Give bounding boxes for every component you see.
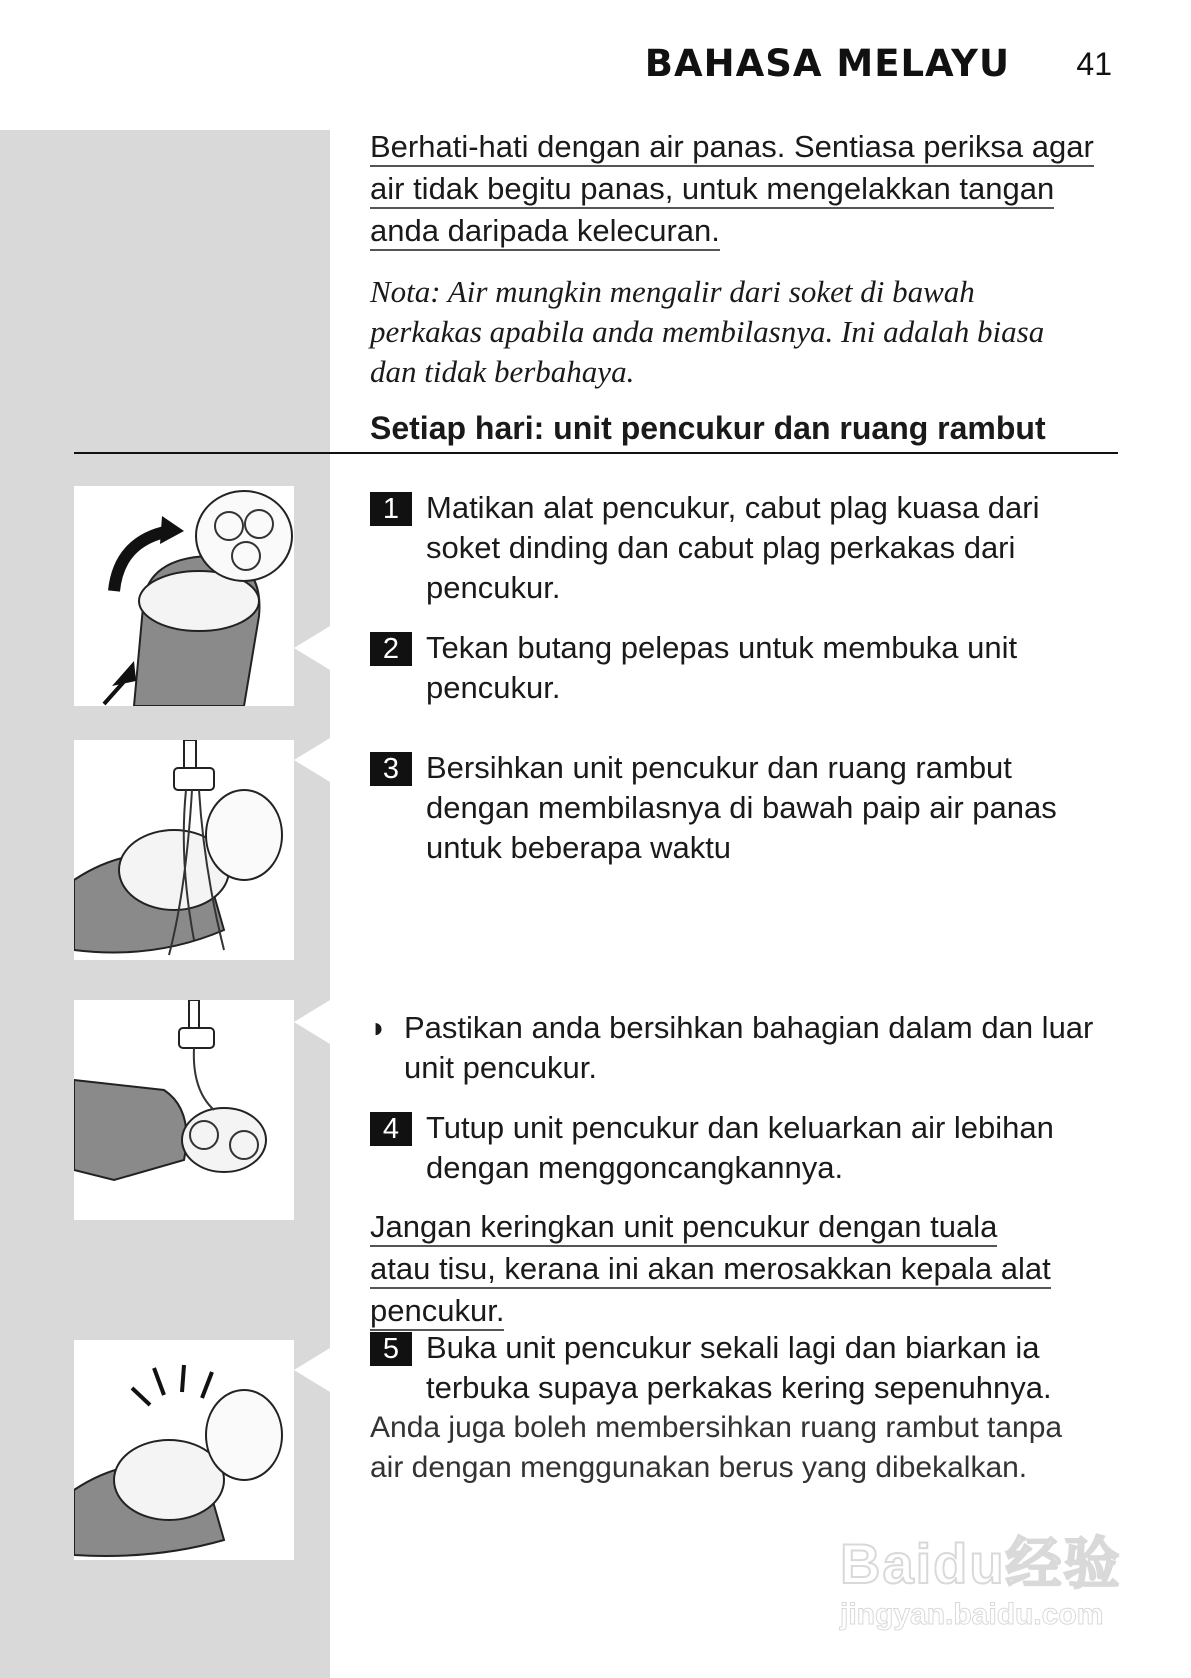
step-line: dengan menggoncangkannya. xyxy=(426,1150,844,1185)
tip-line: air dengan menggunakan berus yang dibekalkan. xyxy=(370,1451,1028,1484)
bullet-line: Pastikan anda bersihkan bahagian dalam dan luar xyxy=(404,1010,1094,1045)
note-line: perkakas apabila anda membilasnya. Ini adalah biasa xyxy=(370,314,1045,349)
step-line: dengan membilasnya di bawah paip air panas xyxy=(426,790,1057,825)
step-line: Tutup unit pencukur dan keluarkan air lebihan xyxy=(426,1110,1054,1145)
warning-line: air tidak begitu panas, untuk mengelakkan tangan xyxy=(370,170,1054,209)
figure-pointer xyxy=(294,1348,330,1392)
step-line: Tekan butang pelepas untuk membuka unit xyxy=(426,630,1018,665)
step-number: 2 xyxy=(370,632,412,666)
figure-open-shaver xyxy=(74,486,294,706)
step-number: 1 xyxy=(370,492,412,526)
dry-illustration xyxy=(74,1340,294,1560)
step-line: Bersihkan unit pencukur dan ruang rambut xyxy=(426,750,1012,785)
page-header xyxy=(644,42,1120,92)
warning-line: pencukur. xyxy=(370,1292,504,1331)
page-number: 41 xyxy=(1076,46,1112,82)
step-4 xyxy=(370,1108,1130,1188)
rinse-illustration xyxy=(74,740,294,960)
warning-line: Jangan keringkan unit pencukur dengan tuala xyxy=(370,1208,997,1247)
figure-pointer xyxy=(294,738,330,782)
warning-line: atau tisu, kerana ini akan merosakkan kepala alat xyxy=(370,1250,1051,1289)
language-title: BAHASA MELAYU xyxy=(644,42,1010,85)
step-3 xyxy=(370,748,1130,868)
section-title: Setiap hari: unit pencukur dan ruang rambut xyxy=(370,410,1046,446)
step-number: 5 xyxy=(370,1332,412,1366)
step-line: pencukur. xyxy=(426,670,561,705)
figure-shake xyxy=(74,1000,294,1220)
step-line: pencukur. xyxy=(426,570,561,605)
section-divider xyxy=(74,452,1118,454)
step-2 xyxy=(370,628,1130,708)
warning-line: Berhati-hati dengan air panas. Sentiasa periksa agar xyxy=(370,128,1094,167)
note-paragraph xyxy=(370,272,1130,392)
step-line: untuk beberapa waktu xyxy=(426,830,732,865)
bullet-line: unit pencukur. xyxy=(404,1050,598,1085)
tip-line: Anda juga boleh membersihkan ruang rambut tanpa xyxy=(370,1411,1063,1444)
watermark xyxy=(840,1520,1140,1650)
warning-line: anda daripada kelecuran. xyxy=(370,212,720,251)
note-line: Nota: Air mungkin mengalir dari soket di bawah xyxy=(370,274,975,309)
figure-dry xyxy=(74,1340,294,1560)
watermark-url: jingyan.baidu.com xyxy=(840,1598,1104,1631)
step-number: 4 xyxy=(370,1112,412,1146)
step-number: 3 xyxy=(370,752,412,786)
figure-pointer xyxy=(294,1000,330,1044)
warning-towel xyxy=(370,1208,1051,1334)
shaver-open-illustration xyxy=(74,486,294,706)
note-line: dan tidak berbahaya. xyxy=(370,354,635,389)
step-line: terbuka supaya perkakas kering sepenuhnya. xyxy=(426,1370,1052,1405)
figure-rinse xyxy=(74,740,294,960)
tip-paragraph xyxy=(370,1408,1130,1488)
bullet-item xyxy=(370,1008,1130,1088)
step-1 xyxy=(370,488,1130,608)
figure-pointer xyxy=(294,626,330,670)
step-line: Matikan alat pencukur, cabut plag kuasa dari xyxy=(426,490,1040,525)
step-line: soket dinding dan cabut plag perkakas dari xyxy=(426,530,1016,565)
bullet-marker-icon: ◗ xyxy=(370,1012,387,1043)
step-line: Buka unit pencukur sekali lagi dan biarkan ia xyxy=(426,1330,1040,1365)
warning-hot-water xyxy=(370,128,1094,254)
watermark-logo: Baidu经验 xyxy=(840,1532,1122,1595)
step-5 xyxy=(370,1328,1130,1408)
shake-illustration xyxy=(74,1000,294,1220)
